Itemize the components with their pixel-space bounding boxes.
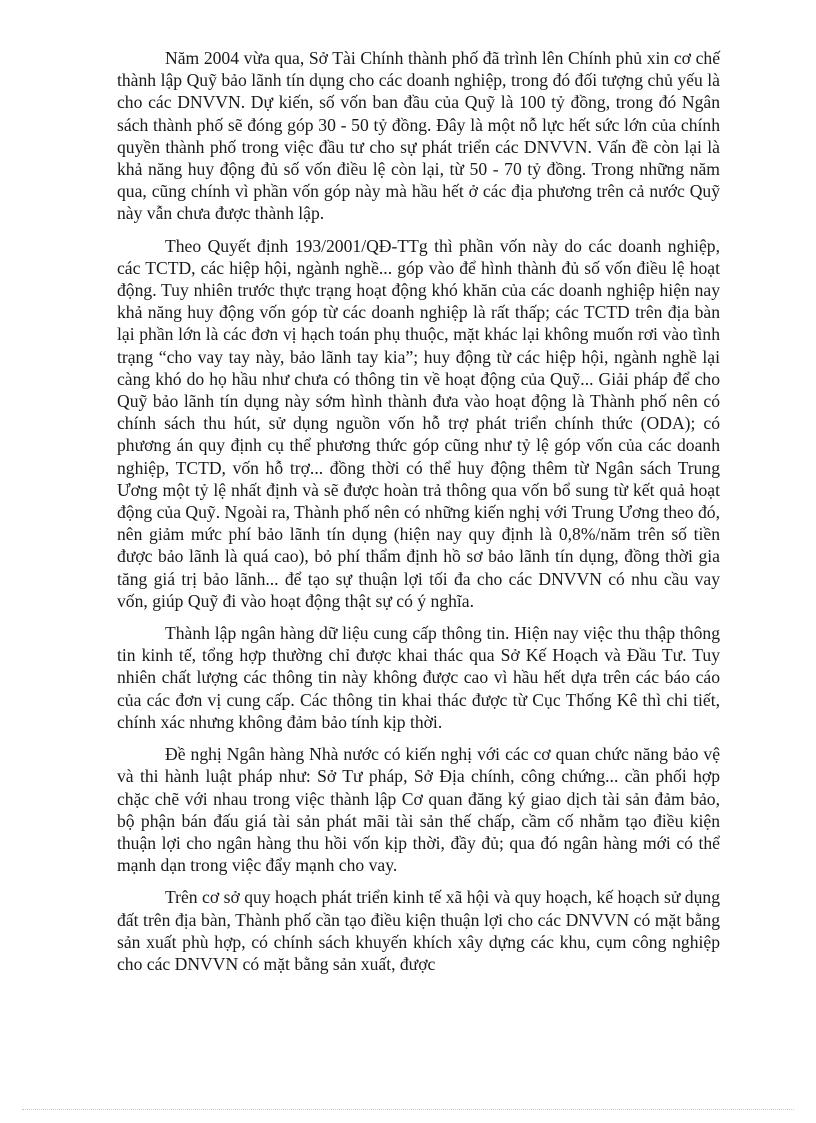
- paragraph-2: Theo Quyết định 193/2001/QĐ-TTg thì phần vốn này do các doanh nghiệp, các TCTD, các hiệp hội, ngành nghề... góp vào để hình thành đủ số vốn điều lệ hoạt động. Tuy nhiên trước thực trạng hoạt động khó khăn của các doanh nghiệp hiện nay khả năng huy động vốn góp từ các doanh nghiệp là rất thấp; các TCTD trên địa bàn lại phần lớn là các đơn vị hạch toán phụ thuộc, mặt khác lại không muốn rơi vào tình trạng “cho vay tay này, bảo lãnh tay kia”; huy động từ các hiệp hội, ngành nghề lại càng khó do họ hầu như chưa có thông tin về hoạt động của Quỹ... Giải pháp để cho Quỹ bảo lãnh tín dụng này sớm hình thành đưa vào hoạt động là Thành phố nên có chính sách thu hút, sử dụng nguồn vốn hỗ trợ phát triển chính thức (ODA); có phương án quy định cụ thể phương thức góp cũng như tỷ lệ góp vốn của các doanh nghiệp, TCTD, vốn hỗ trợ... đồng thời có thể huy động thêm từ Ngân sách Trung Ương một tỷ lệ nhất định và sẽ được hoàn trả thông qua vốn bổ sung từ kết quả hoạt động của Quỹ. Ngoài ra, Thành phố nên có những kiến nghị với Trung Ương theo đó, nên giảm mức phí bảo lãnh tín dụng (hiện nay quy định là 0,8%/năm trên số tiền được bảo lãnh là quá cao), bỏ phí thẩm định hồ sơ bảo lãnh tín dụng, đồng thời gia tăng giá trị bảo lãnh... để tạo sự thuận lợi tối đa cho các DNVVN có nhu cầu vay vốn, giúp Quỹ đi vào hoạt động thật sự có ý nghĩa.: [117, 235, 720, 611]
- page-bottom-divider: [22, 1109, 794, 1110]
- paragraph-3: Thành lập ngân hàng dữ liệu cung cấp thông tin. Hiện nay việc thu thập thông tin kinh tế, tổng hợp thường chỉ được khai thác qua Sở Kế Hoạch và Đầu Tư. Tuy nhiên chất lượng các thông tin này không được cao vì hầu hết dựa trên các báo cáo của các đơn vị cung cấp. Các thông tin khai thác được từ Cục Thống Kê thì chi tiết, chính xác nhưng không đảm bảo tính kịp thời.: [117, 623, 720, 732]
- paragraph-1: Năm 2004 vừa qua, Sở Tài Chính thành phố đã trình lên Chính phủ xin cơ chế thành lập Quỹ bảo lãnh tín dụng cho các doanh nghiệp, trong đó đối tượng chủ yếu là cho các DNVVN. Dự kiến, số vốn ban đầu của Quỹ là 100 tỷ đồng, trong đó Ngân sách thành phố sẽ đóng góp 30 - 50 tỷ đồng. Đây là một nỗ lực hết sức lớn của chính quyền thành phố trong việc đầu tư cho sự phát triển các DNVVN. Vấn đề còn lại là khả năng huy động đủ số vốn điều lệ còn lại, từ 50 - 70 tỷ đồng. Trong những năm qua, cũng chính vì phần vốn góp này mà hầu hết ở các địa phương trên cả nước Quỹ này vẫn chưa được thành lập.: [117, 48, 720, 224]
- paragraph-5: Trên cơ sở quy hoạch phát triển kinh tế xã hội và quy hoạch, kế hoạch sử dụng đất trên địa bàn, Thành phố cần tạo điều kiện thuận lợi cho các DNVVN có mặt bằng sản xuất phù hợp, có chính sách khuyến khích xây dựng các khu, cụm công nghiệp cho các DNVVN có mặt bằng sản xuất, được: [117, 887, 720, 974]
- paragraph-4: Đề nghị Ngân hàng Nhà nước có kiến nghị với các cơ quan chức năng bảo vệ và thi hành luật pháp như: Sở Tư pháp, Sở Địa chính, công chứng... cần phối hợp chặc chẽ với nhau trong việc thành lập Cơ quan đăng ký giao dịch tài sản đảm bảo, bộ phận bán đấu giá tài sản phát mãi tài sản thế chấp, cầm cố nhằm tạo điều kiện thuận lợi cho ngân hàng thu hồi vốn kịp thời, đầy đủ; qua đó ngân hàng mới có thể mạnh dạn trong việc đẩy mạnh cho vay.: [117, 744, 720, 876]
- document-body: [117, 47, 720, 985]
